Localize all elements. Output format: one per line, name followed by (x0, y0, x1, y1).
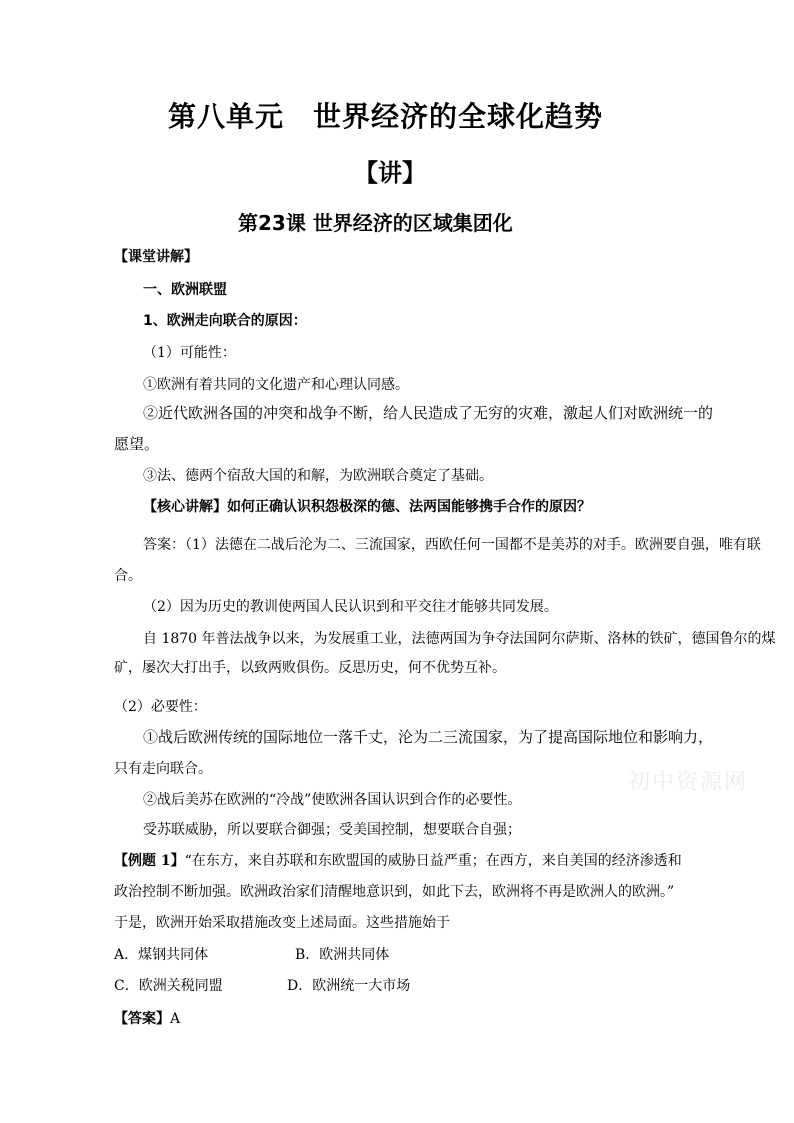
answer-value: A (170, 1011, 181, 1027)
section-mark: 【讲】 (354, 159, 426, 187)
answer-line: 答案：（1）法德在二战后沦为二、三流国家，西欧任何一国都不是美苏的对手。欧洲要自强，唯有联 (143, 537, 761, 553)
option-c: C．欧洲关税同盟 (114, 978, 223, 994)
answer-line: （2）因为历史的教训使两国人民认识到和平交往才能够共同发展。 (143, 599, 558, 615)
possibility-item: ①欧洲有着共同的文化遗产和心理认同感。 (143, 377, 409, 393)
unit-title: 第八单元 世界经济的全球化趋势 (168, 100, 604, 133)
possibility-item: ②近代欧洲各国的冲突和战争不断，给人民造成了无穷的灾难，激起人们对欧洲统一的 (143, 404, 714, 422)
example-line: 政治控制不断加强。欧洲政治家们清醒地意识到，如此下去，欧洲将不再是欧洲人的欧洲。” (114, 884, 675, 900)
necessity-item: 受苏联威胁，所以要联合御强；受美国控制，想要联合自强； (143, 822, 521, 838)
necessity-item: ①战后欧洲传统的国际地位一落千丈，沦为二三流国家，为了提高国际地位和影响力， (143, 728, 714, 746)
necessity-item: ②战后美苏在欧洲的“冷战”使欧洲各国认识到合作的必要性。 (143, 792, 522, 808)
answer-line: 矿，屡次大打出手，以致两败俱伤。反思历史，何不优势互补。 (114, 660, 506, 676)
class-label: 【课堂讲解】 (114, 249, 198, 265)
example-text: “在东方，来自苏联和东欧盟国的威胁日益严重；在西方，来自美国的经济渗透和 (184, 853, 682, 869)
example-label: 【例题 1】 (114, 853, 185, 869)
core-question (143, 500, 591, 514)
lesson-title: 第23课 世界经济的区域集团化 (238, 211, 513, 235)
answer-line: 自 1870 年普法战争以来，为发展重工业，法德两国为争夺法国阿尔萨斯、洛林的铁矿，德国鲁尔的煤 (143, 631, 776, 647)
possibility-item: ③法、德两个宿敌大国的和解，为欧洲联合奠定了基础。 (143, 468, 493, 484)
necessity-item: 只有走向联合。 (114, 761, 212, 777)
possibility-heading: （1）可能性： (143, 345, 236, 361)
sub1-heading: 1、欧洲走向联合的原因： (143, 313, 307, 329)
part1-heading: 一、欧洲联盟 (143, 282, 227, 298)
core-label: 【核心讲解】 (143, 499, 227, 515)
possibility-item: 愿望。 (114, 435, 160, 453)
option-d: D．欧洲统一大市场 (287, 978, 411, 994)
option-b: B．欧洲共同体 (295, 947, 390, 963)
option-a: A．煤钢共同体 (114, 947, 209, 963)
answer-line: 合。 (114, 568, 142, 584)
example-line (114, 854, 682, 868)
necessity-heading: （2）必要性： (114, 699, 207, 715)
answer-label: 【答案】 (114, 1011, 170, 1027)
watermark: 初中资源网 (628, 770, 749, 795)
example-line: 于是，欧洲开始采取措施改变上述局面。这些措施始于 (114, 915, 450, 931)
core-question-text: 如何正确认识积怨极深的德、法两国能够携手合作的原因？ (227, 499, 591, 515)
answer-row (114, 1012, 180, 1026)
